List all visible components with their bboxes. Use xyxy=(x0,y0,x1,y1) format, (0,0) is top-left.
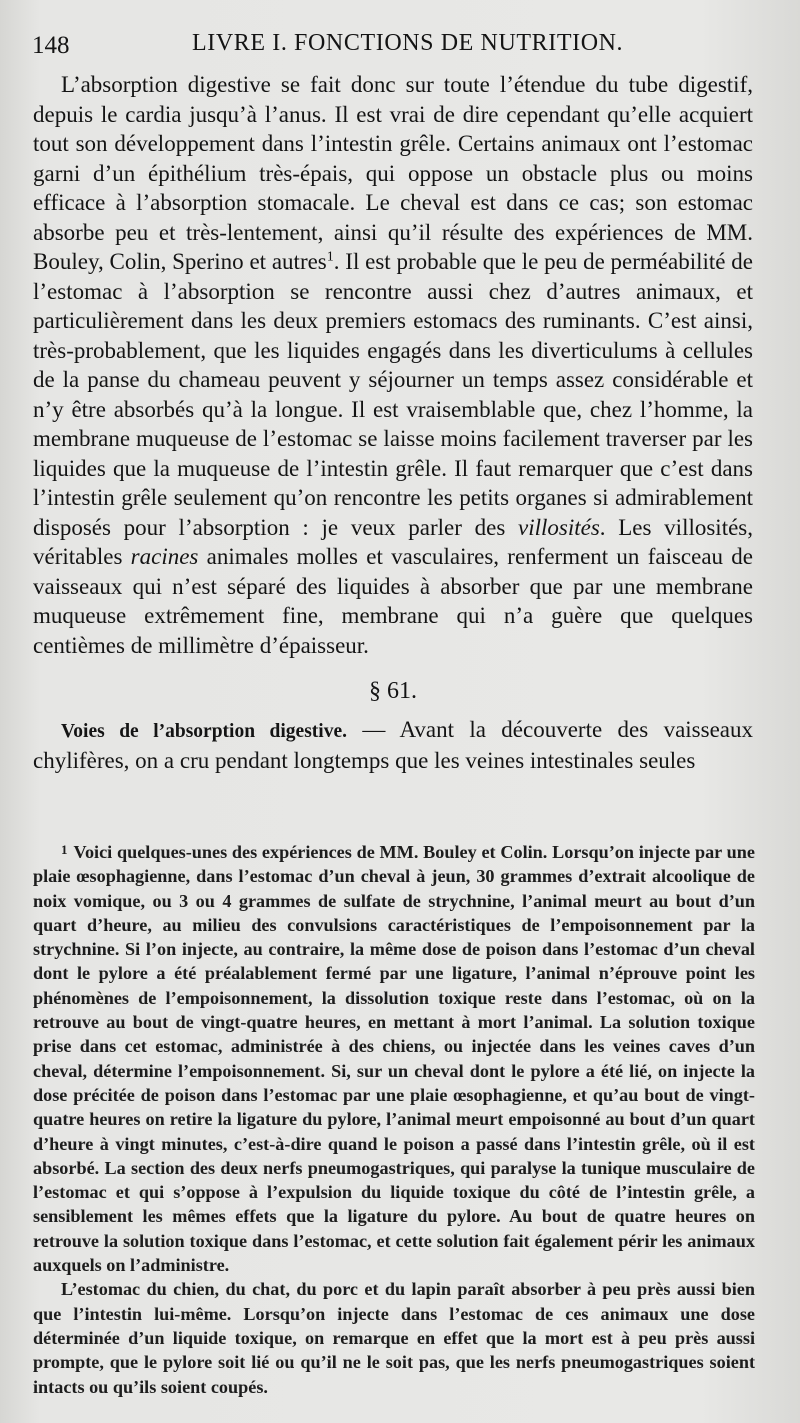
italic-term-racines: racines xyxy=(130,544,199,569)
paragraph-absorption xyxy=(33,70,753,660)
section-heading: § 61. xyxy=(369,678,417,704)
page-number: 148 xyxy=(32,32,70,59)
footnotes xyxy=(33,838,755,1399)
paragraph-text-part-1: L’absorption digestive se fait donc sur toute l’étendue du tube digestif, depuis le cardia jusqu’à l’anus. Il est vrai de dire cependant qu’elle acquiert tout son développement dans l’intestin grêle. Certains animaux ont l’estomac garni d’un épithélium très-épais, qui oppose un obstacle plus ou moins efficace à l’absorption stomacale. Le cheval est dans ce cas; son estomac absorbe peu et très-lentement, ainsi qu’il résulte des expériences de MM. Bouley, Colin, Sperino et autres xyxy=(33,72,753,274)
subsection-text: — Avant la découverte des vaisseaux chylifères, on a cru pendant longtemps que les veines intestinales seules xyxy=(33,716,753,773)
footnote-1-text: Voici quelques-unes des expériences de MM. Bouley et Colin. Lorsqu’on injecte par une plaie œsophagienne, dans l’estomac d’un cheval à jeun, 30 grammes d’extrait alcoolique de noix vomique, ou 3 ou 4 grammes de sulfate de strychnine, l’animal meurt au bout d’un quart d’heure, au milieu des convulsions caractéristiques de l’empoisonnement par la strychnine. Si l’on injecte, au contraire, la même dose de poison dans l’estomac d’un cheval dont le pylore a été préalablement fermé par une ligature, l’animal n’éprouve point les phénomènes de l’empoisonnement, la dissolution toxique reste dans l’estomac, où on la retrouve au bout de vingt-quatre heures, en mettant à mort l’animal. La solution toxique prise dans cet estomac, administrée à des chiens, ou injectée dans les veines caves d’un cheval, détermine l’empoisonnement. Si, sur un cheval dont le pylore a été lié, on injecte la dose précitée de poison dans l’estomac par une plaie œsophagienne, et qu’au bout de vingt-quatre heures on retire la ligature du pylore, l’animal meurt empoisonné au bout d’un quart d’heure à vingt minutes, c’est-à-dire quand le poison a passé dans l’intestin grêle, où il est absorbé. La section des deux nerfs pneumogastriques, qui paralyse la tunique musculaire de l’estomac et qui s’oppose à l’expulsion du liquide toxique du côté de l’intestin grêle, a sensiblement les mêmes effets que la ligature du pylore. Au bout de quatre heures on retrouve la solution toxique dans l’estomac, et cette solution fait également périr les animaux auxquels on l’administre. xyxy=(33,842,755,1276)
main-text xyxy=(33,70,753,776)
footnote-1 xyxy=(33,838,755,1277)
footnote-marker: 1 xyxy=(61,842,68,857)
italic-term-villosites: villosités xyxy=(518,514,600,540)
footnote-continuation: L’estomac du chien, du chat, du porc et du lapin paraît absorber à peu près aussi bien que l’intestin lui-même. Lorsqu’on injecte dans l’estomac de ces animaux une dose déterminée d’un liquide toxique, on remarque en effet que la mort est à peu près aussi prompte, que le pylore soit lié ou qu’il ne le soit pas, que les nerfs pneumogastriques soient intacts ou qu’ils soient coupés. xyxy=(33,1279,755,1397)
footnote-reference: 1 xyxy=(326,249,334,265)
paragraph-text-part-2: . Il est probable que le peu de perméabilité de l’estomac à l’absorption se rencontre aussi chez d’autres animaux, et particulièrement dans les deux premiers estomacs des ruminants. C’est ainsi, très-probablement, que les liquides engagés dans les diverticulums à cellules de la panse du chameau peuvent y séjourner un temps assez considérable et n’y être absorbés qu’à la longue. Il est vraisemblable que, chez l’homme, la membrane muqueuse de l’estomac se laisse moins facilement traverser par les liquides que la muqueuse de l’intestin grêle. Il faut remarquer que c’est dans l’intestin grêle seulement qu’on rencontre les petits organes si admirablement disposés pour l’absorption : je veux parler des xyxy=(33,249,753,540)
subsection-title: Voies de l’absorption digestive. xyxy=(61,720,347,742)
paragraph-voies-absorption xyxy=(33,715,753,776)
running-head: LIVRE I. FONCTIONS DE NUTRITION. xyxy=(192,30,624,56)
paragraph-text-part-3: . Les villosités, véritables xyxy=(33,514,753,569)
paragraph-text-part-4: animales molles et vasculaires, renferment un faisceau de vaisseaux qui n’est séparé des liquides à absorber que par une membrane muqueuse extrêmement fine, membrane qui n’a guère que quelques centièmes de millimètre d’épaisseur. xyxy=(33,544,753,658)
page-header xyxy=(32,30,752,70)
